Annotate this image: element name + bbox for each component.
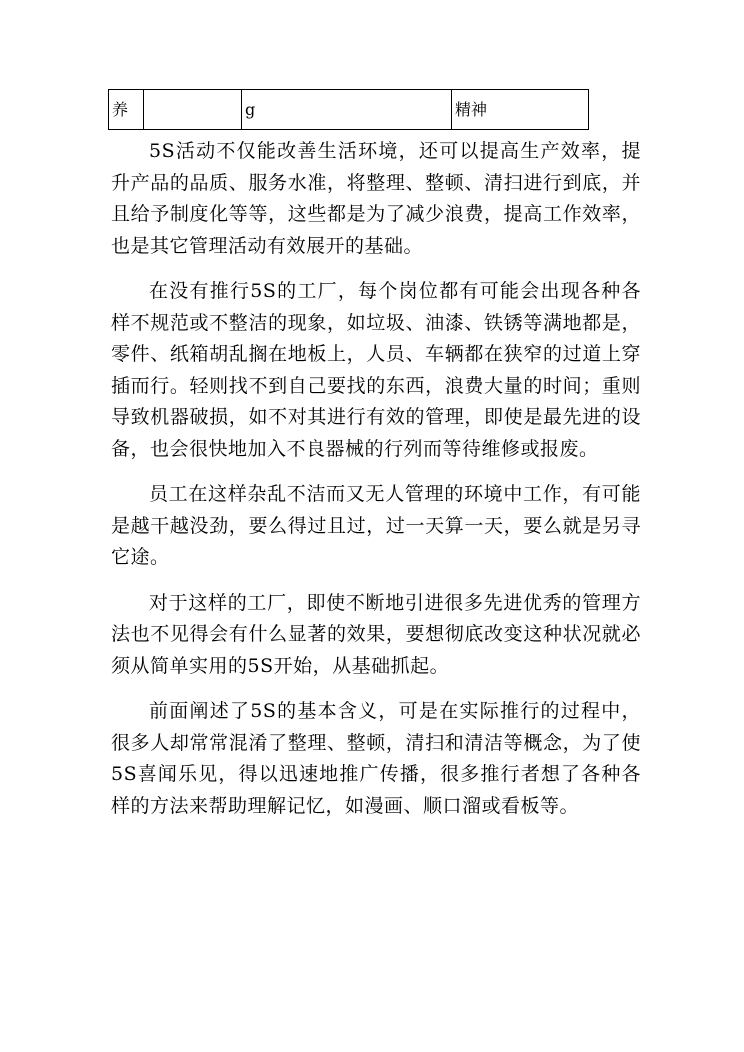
table-cell [144, 90, 242, 130]
paragraph: 对于这样的工厂，即使不断地引进很多先进优秀的管理方法也不见得会有什么显著的效果，要想彻底改变这种状况就必须从简单实用的5S开始，从基础抓起。 [111, 591, 641, 677]
paragraph: 5S活动不仅能改善生活环境，还可以提高生产效率，提升产品的品质、服务水准，将整理、整顿、清扫进行到底，并且给予制度化等等，这些都是为了减少浪费，提高工作效率，也是其它管理活动有效展开的基础。 [111, 140, 641, 257]
body-text [111, 136, 641, 822]
paragraph: 前面阐述了5S的基本含义，可是在实际推行的过程中，很多人却常常混淆了整理、整顿，清扫和清洁等概念，为了使5S喜闻乐见，得以迅速地推广传播，很多推行者想了各种各样的方法来帮助理解记忆，如漫画、顺口溜或看板等。 [111, 700, 641, 817]
table-cell: 精神 [452, 90, 589, 130]
paragraph: 在没有推行5S的工厂，每个岗位都有可能会出现各种各样不规范或不整洁的现象，如垃圾、油漆、铁锈等满地都是，零件、纸箱胡乱搁在地板上，人员、车辆都在狭窄的过道上穿插而行。轻则找不到自己要找的东西，浪费大量的时间；重则导致机器破损，如不对其进行有效的管理，即使是最先进的设备，也会很快地加入不良器械的行列而等待维修或报废。 [111, 280, 641, 460]
table-cell: g [242, 90, 452, 130]
table-cell: 养 [109, 90, 144, 130]
paragraph: 员工在这样杂乱不洁而又无人管理的环境中工作，有可能是越干越没劲，要么得过且过，过一天算一天，要么就是另寻它途。 [111, 483, 641, 568]
table-row [109, 90, 589, 130]
table-fragment [108, 89, 589, 130]
